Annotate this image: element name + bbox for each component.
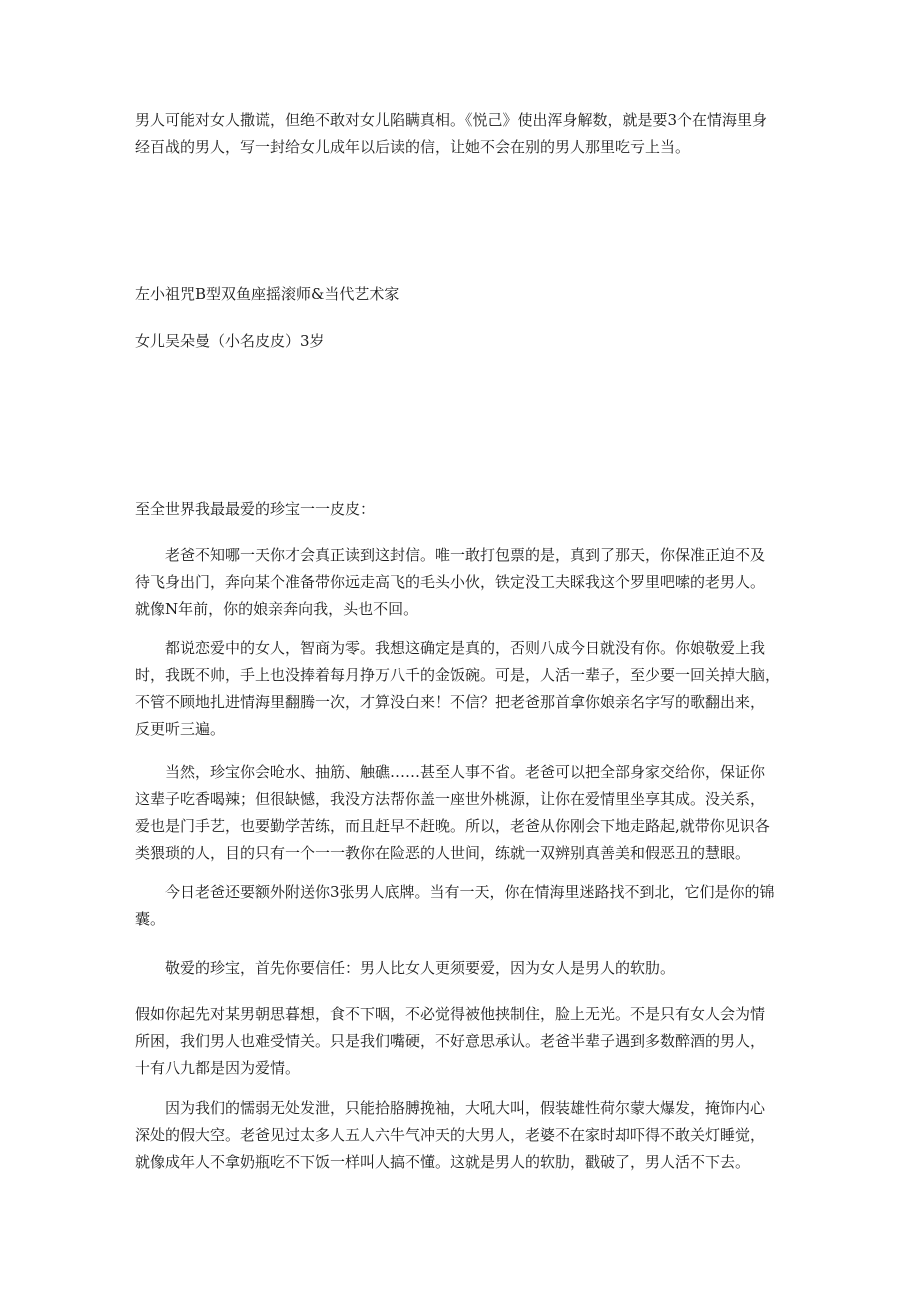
daughter-line: 女儿吴朵曼（小名皮皮）3岁: [135, 332, 325, 350]
intro-paragraph: 男人可能对女人撒谎，但绝不敢对女儿陷瞒真相。《悦己》使出浑身解数，就是要3个在情海里身 经百战的男人，写一封给女儿成年以后读的信，让她不会在别的男人那里吃亏上当。: [135, 111, 768, 156]
letter-paragraph-6: 假如你起先对某男朝思暮想，食不下咽，不必觉得被他挟制住，脸上无光。不是只有女人会为情 所困，我们男人也难受情关。只是我们嘴硬，不好意思承认。老爸半辈子遇到多数醉酒的男人， 十有八九都是因为爱情。: [135, 1005, 766, 1077]
letter-paragraph-1: 老爸不知哪一天你才会真正读到这封信。唯一敢打包票的是，真到了那天，你保准正迫不及 待飞身出门，奔向某个准备带你远走高飞的毛头小伙，铁定没工夫睬我这个罗里吧嗦的老男人。 就像N年前，你的娘亲奔向我，头也不回。: [135, 546, 766, 618]
letter-paragraph-7: 因为我们的懦弱无处发泄，只能拾胳膊挽袖，大吼大叫，假装雄性荷尔蒙大爆发，掩饰内心 深处的假大空。老爸见过太多人五人六牛气冲天的大男人，老婆不在家时却吓得不敢关灯睡觉， 就像成年人不拿奶瓶吃不下饭一样叫人搞不懂。这就是男人的软肋，戳破了，男人活不下去。: [135, 1099, 766, 1171]
letter-paragraph-4: 今日老爸还要额外附送你3张男人底牌。当有一天，你在情海里迷路找不到北，它们是你的锦 囊。: [135, 883, 775, 928]
letter-paragraph-3: 当然，珍宝你会呛水、抽筋、触礁……甚至人事不省。老爸可以把全部身家交给你，保证你 这辈子吃香喝辣；但很缺憾，我没方法帮你盖一座世外桃源，让你在爱情里坐享其成。没关系， 爱也是门手艺，也要勤学苦练，而且赶早不赶晚。所以，老爸从你刚会下地走路起,就带你见识各 类猥琐的人，目的只有一个一一教你在险恶的人世间，练就一双辨别真善美和假恶丑的慧眼。: [135, 763, 770, 862]
salutation: 至全世界我最最爱的珍宝一一皮皮：: [135, 500, 376, 518]
author-line: 左小祖咒B型双鱼座摇滚师&当代艺术家: [135, 285, 400, 303]
letter-paragraph-2: 都说恋爱中的女人，智商为零。我想这确定是真的，否则八成今日就没有你。你娘敬爱上我 时，我既不帅，手上也没捧着每月挣万八千的金饭碗。可是，人活一辈子，至少要一回关掉大脑， 不管不顾地扎进情海里翻腾一次，才算没白来！不信？把老爸那首拿你娘亲名字写的歌翻出来， 反更听三遍。: [135, 639, 781, 738]
letter-paragraph-5: 敬爱的珍宝，首先你要信任：男人比女人更须要爱，因为女人是男人的软肋。: [165, 959, 676, 977]
